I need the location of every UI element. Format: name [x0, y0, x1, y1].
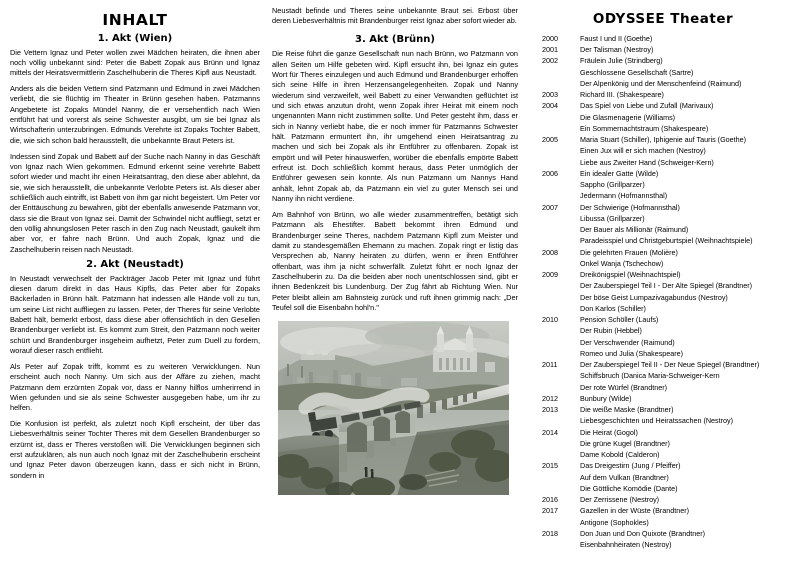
season-row [536, 55, 790, 66]
right-column [530, 6, 790, 560]
season-play-title: Fräulein Julie (Strindberg) [580, 56, 663, 66]
act-2-paragraph-1: In Neustadt verwechselt der Packträger Jacob Peter mit Ignaz und führt diesen darum direkt in das Haus Kipfls, das Peter aber für Zopaks Bäckerladen in Brünn hält. Patzmann hat indessen alle Hände voll zu tun, um seine List nicht auffliegen zu lassen. Peter, der Theres für seine Verlobte Babett hält, bemerkt erbost, dass diese aber offensichtlich in den Gesellen Brandenburger verliebt ist. Es kommt zum Streit, den Patzmann noch weiter schürt und Brandenburger insgeheim aufhetzt, Peter zum Duell zu fordern, worauf dieser rasch entflieht. [10, 273, 260, 355]
theater-title: ODYSSEE Theater [592, 11, 734, 27]
season-play-title: Sappho (Grillparzer) [580, 180, 645, 190]
season-play-title: Die grüne Kugel (Brandtner) [580, 438, 670, 448]
section-act-2 [10, 259, 260, 481]
season-play-title: Die Göttliche Komödie (Dante) [580, 483, 678, 493]
season-play-title: Der Verschwender (Raimund) [580, 337, 675, 347]
season-play-title: Der Talisman (Nestroy) [580, 45, 654, 55]
act-2-paragraph-3: Die Konfusion ist perfekt, als zuletzt noch Kipfl erscheint, der über das Liebesverhältnis seiner Tochter Theres mit dem Gesellen Brandenburger so erzürnt ist, dass er Theres verstoßen will. Die Verwicklungen beginnen sich erst aufzuklären, als nun auch noch Ignaz mit der Zaschelhuberin erscheint und Ignaz Peter davon überzeugen kann, dass er sich nicht in Brünn, sondern in [10, 419, 260, 480]
engraving-illustration-graphic [277, 320, 510, 496]
act-1-paragraph-1: Die Vettern Ignaz und Peter wollen zwei Mädchen heiraten, die ihnen aber noch völlig unbekannt sind: Peter die Babett Zopak aus Brünn und Ignaz mittels der Heiratsvermittlerin Zaschelhuberin die Theres Kipfl aus Neustadt. [10, 47, 260, 78]
left-column [10, 6, 272, 560]
season-row [536, 539, 790, 550]
season-play-title: Der Zauberspiegel Teil I - Der Alte Spiegel (Brandtner) [580, 281, 753, 291]
season-play-title: Geschlossene Gesellschaft (Sartre) [580, 67, 694, 77]
season-year: 2000 [542, 33, 558, 43]
season-year: 2009 [542, 270, 558, 280]
historical-engraving-train-viaduct [277, 320, 510, 496]
season-play-title: Onkel Wanja (Tschechow) [580, 258, 664, 268]
season-year: 2015 [542, 461, 558, 471]
season-row [536, 157, 790, 168]
season-play-title: Faust I und II (Goethe) [580, 33, 653, 43]
act-1-paragraph-2: Anders als die beiden Vettern sind Patzmann und Edmund in zwei Mädchen verliebt, die sie flüchtig im Theater in Brünn gesehen haben. Patzmanns Angebetete ist Zopaks Mündel Nanny, die er versehentlich nach Wien entführt hat und vorerst als seine Schwester ausgibt, um sie bei Ignaz als Wirtschafterin unterzubringen. Edmunds Verehrte ist Zopaks Tochter Babett, die, wie sich schon bald herausstellt, die unbekannte Braut Peters ist. [10, 84, 260, 145]
season-row [536, 325, 790, 336]
season-play-title: Maria Stuart (Schiller), Iphigenie auf Tauris (Goethe) [580, 135, 747, 145]
season-row [536, 517, 790, 528]
season-play-title: Ein idealer Gatte (Wilde) [580, 168, 659, 178]
season-play-title: Jedermann (Hofmannsthal) [580, 191, 668, 201]
section-act-3 [272, 34, 518, 314]
season-year: 2018 [542, 528, 558, 538]
season-play-title: Libussa (Grillparzer) [580, 213, 645, 223]
season-play-title: Richard III. (Shakespeare) [580, 90, 664, 100]
season-row [536, 528, 790, 539]
season-row [536, 370, 790, 381]
season-list [536, 33, 790, 551]
season-play-title: Das Spiel von Liebe und Zufall (Marivaux) [580, 101, 714, 111]
season-year: 2013 [542, 405, 558, 415]
season-play-title: Der Schwierige (Hofmannsthal) [580, 202, 680, 212]
season-play-title: Romeo und Julia (Shakespeare) [580, 348, 684, 358]
season-year: 2017 [542, 506, 558, 516]
act-2-heading: 2. Akt (Neustadt) [86, 259, 184, 271]
season-year: 2011 [542, 360, 558, 370]
season-row [536, 348, 790, 359]
season-row [536, 449, 790, 460]
season-play-title: Liebesgeschichten und Heiratssachen (Nestroy) [580, 416, 734, 426]
act-3-paragraph-2: Am Bahnhof von Brünn, wo alle wieder zusammentreffen, betätigt sich Patzmann als Ehestifter. Babett bekommt ihren Edmund und Brandenburger seine Theres, nachdem Patzmann Kipfl zum Meister und damit zu standesgemäßen Ehemann zu machen. Zopak ringt er listig das Versprechen ab, Nanny heiraten zu dürfen, wenn er ihren Entführer offenbart, was ihm ja nicht schwerfällt. Zuletzt führt er noch Ignaz der Zaschelhuberin zu. Da die beiden aber noch unentschlossen sind, gibt er ihnen Bedenkzeit bis Lundenburg. Der Zug fährt ab Richtung Wien. Nur Peter bleibt allein am Bahnsteig zurück und ruft ihnen grimmig nach: „Der Teufel soll die Eisenbahn hohl'n." [272, 209, 518, 312]
season-year: 2002 [542, 56, 558, 66]
season-play-title: Don Karlos (Schiller) [580, 303, 646, 313]
season-play-title: Einen Jux will er sich machen (Nestroy) [580, 146, 706, 156]
season-row [536, 33, 790, 44]
season-row [536, 483, 790, 494]
season-play-title: Dame Kobold (Calderon) [580, 450, 660, 460]
season-row [536, 112, 790, 123]
season-year: 2006 [542, 168, 558, 178]
season-play-title: Gazellen in der Wüste (Brandtner) [580, 506, 690, 516]
season-row [536, 303, 790, 314]
season-row [536, 190, 790, 201]
season-play-title: Don Juan und Don Quixote (Brandtner) [580, 528, 706, 538]
season-row [536, 505, 790, 516]
season-play-title: Dreikönigspiel (Weihnachtspiel) [580, 270, 681, 280]
season-play-title: Der Bauer als Millionär (Raimund) [580, 225, 689, 235]
season-row [536, 337, 790, 348]
season-row [536, 89, 790, 100]
season-year: 2012 [542, 393, 558, 403]
season-play-title: Die Glasmenagerie (Williams) [580, 112, 676, 122]
season-year: 2014 [542, 427, 558, 437]
season-play-title: Paradeisspiel und Christgeburtspiel (Weihnachtspiele) [580, 236, 753, 246]
season-play-title: Die gelehrten Frauen (Molière) [580, 247, 678, 257]
act-1-heading: 1. Akt (Wien) [97, 33, 173, 45]
season-row [536, 382, 790, 393]
season-row [536, 460, 790, 471]
season-row [536, 359, 790, 370]
season-row [536, 314, 790, 325]
season-row [536, 224, 790, 235]
season-row [536, 269, 790, 280]
season-row [536, 292, 790, 303]
season-row [536, 145, 790, 156]
season-play-title: Der Rubin (Hebbel) [580, 326, 642, 336]
season-play-title: Das Dreigestirn (Jung / Pfeiffer) [580, 461, 681, 471]
season-year: 2007 [542, 202, 558, 212]
season-year: 2016 [542, 495, 558, 505]
season-row [536, 258, 790, 269]
season-row [536, 202, 790, 213]
act-2-continuation-paragraph: Neustadt befinde und Theres seine unbekannte Braut sei. Erbost über deren Liebesverhältnis mit Brandenburger reist Ignaz aber sofort wieder ab. [272, 6, 518, 26]
season-play-title: Antigone (Sophokles) [580, 517, 649, 527]
act-1-paragraph-3: Indessen sind Zopak und Babett auf der Suche nach Nanny in das Geschäft von Ignaz nach Wien gekommen. Edmund erkennt seine verehrte Babett sofort wieder und macht ihr einen Heiratsantrag, den diese aber ablehnt, da sie, wie sich herausstellt, die unbekannte Verlobte Peters ist. Als dieser aber schließlich auch eintrifft, ist Babett von ihm gar nicht begeistert. Um Peter vor der Enttäuschung zu bewahren, gibt der ebenfalls anwesende Patzmann vor, dass sie die Braut von Ignaz sei. Damit der Schwindel nicht auffliegt, setzt er den völlig ahnungslosen Peter rasch in den Zug nach Neustadt, gaukelt ihm aber vor, er fahre nach Brünn. Und auch Zopak, Ignaz und die Zaschelhuberin reisen nach Neustadt. [10, 151, 260, 254]
season-play-title: Der Zerrissene (Nestroy) [580, 495, 660, 505]
season-year: 2005 [542, 135, 558, 145]
season-row [536, 404, 790, 415]
season-play-title: Die weiße Maske (Brandtner) [580, 405, 674, 415]
season-row [536, 415, 790, 426]
season-row [536, 235, 790, 246]
season-play-title: Der böse Geist Lumpazivagabundus (Nestroy) [580, 292, 728, 302]
season-row [536, 213, 790, 224]
season-play-title: Die Heirat (Gogol) [580, 427, 638, 437]
section-act-1 [10, 33, 260, 255]
season-play-title: Ein Sommernachtstraum (Shakespeare) [580, 123, 709, 133]
season-row [536, 427, 790, 438]
season-year: 2010 [542, 315, 558, 325]
season-row [536, 134, 790, 145]
season-row [536, 78, 790, 89]
season-play-title: Der Alpenkönig und der Menschenfeind (Raimund) [580, 78, 742, 88]
middle-column [272, 6, 530, 560]
page-title: INHALT [102, 11, 168, 29]
season-row [536, 123, 790, 134]
act-3-heading: 3. Akt (Brünn) [355, 33, 435, 45]
season-play-title: Der rote Würfel (Brandtner) [580, 382, 668, 392]
season-play-title: Der Zauberspiegel Teil II - Der Neue Spiegel (Brandtner) [580, 360, 760, 370]
season-row [536, 179, 790, 190]
season-year: 2003 [542, 90, 558, 100]
season-row [536, 393, 790, 404]
act-2-paragraph-2: Als Peter auf Zopak trifft, kommt es zu weiteren Verwicklungen. Nun erscheint auch noch Nanny. Um sich aus der Affäre zu ziehen, macht Patzmann dem erzürnten Zopak vor, dass er Nanny hilflos umherirrend in Wien gefunden und sie als seine Schwester ausgegeben habe, um ihr zu helfen. [10, 361, 260, 413]
season-play-title: Liebe aus Zweiter Hand (Schweiger-Kern) [580, 157, 714, 167]
season-play-title: Eisenbahnheiraten (Nestroy) [580, 540, 672, 550]
season-play-title: Schiffsbruch (Danica Maria-Schweiger-Kern [580, 371, 720, 381]
season-row [536, 280, 790, 291]
season-year: 2008 [542, 247, 558, 257]
season-year: 2004 [542, 101, 558, 111]
season-year: 2001 [542, 45, 558, 55]
season-play-title: Auf dem Vulkan (Brandtner) [580, 472, 669, 482]
season-row [536, 67, 790, 78]
act-3-paragraph-1: Die Reise führt die ganze Gesellschaft nun nach Brünn, wo Patzmann von allen Seiten um Hilfe gebeten wird. Kipfl ersucht ihn, bei Ignaz ein gutes Wort für Theres einzulegen und auch Edmund und Brandenburger erhoffen sich seine Hilfe in ihren Herzensangelegenheiten. Zopak und Nanny wiederum sind verzweifelt, weil Babett zu einer Verwandten geflüchtet ist und sich etwas anzutun droht, wenn Zopak ihrer Heirat mit einem noch ungenannten Mann nicht zustimmen sollte. Und Peter gesteht ihm, dass er sich in Nanny verliebt habe, die er noch immer für Patzmanns Schwester hält. Patzmann ermuntert ihn, ihr umgehend einen Heiratsantrag zu machen und sich bei Zopak als ihr Entführer zu offenbaren. Zopak ist empört und will Peter hinauswerfen, worüber die ebenfalls empörte Babett erfreut ist. Doch schließlich kommt heraus, dass Peter unmöglich der Entführer gewesen sein konnte. Als nun Patzmann um Nannys Hand anhält, lehnt Zopak ab, da Patzmann ein viel zu guter Mensch sei und Nanny ihn nicht verdiene. [272, 49, 518, 203]
season-play-title: Pension Schöller (Laufs) [580, 315, 659, 325]
season-row [536, 168, 790, 179]
season-row [536, 494, 790, 505]
season-row [536, 438, 790, 449]
season-row [536, 247, 790, 258]
season-play-title: Bunbury (Wilde) [580, 393, 632, 403]
season-row [536, 44, 790, 55]
season-row [536, 472, 790, 483]
season-row [536, 100, 790, 111]
